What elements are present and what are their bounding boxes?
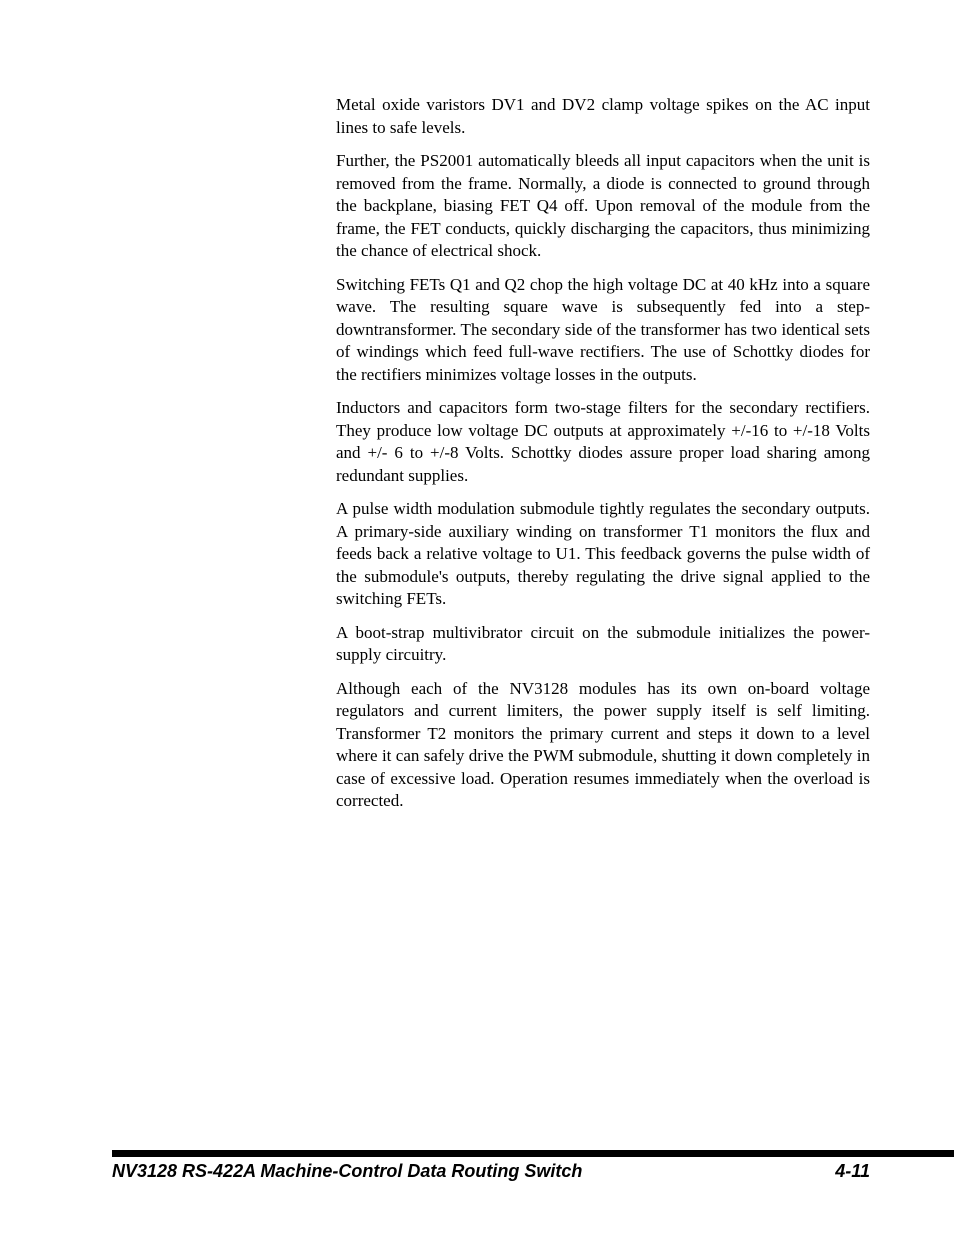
body-text (336, 94, 870, 824)
footer-rule (112, 1150, 954, 1157)
paragraph-current-limit: Although each of the NV3128 modules has its own on-board voltage regulators and current limiters, the power supply itself is self limiting. Transformer T2 monitors the primary current and steps it down to a level where it can safely drive the PWM submodule, shutting it down completely in case of excessive load. Operation resumes immediately when the overload is corrected. (336, 678, 870, 810)
paragraph-filters: Inductors and capacitors form two-stage filters for the secondary rectifiers. They produce low voltage DC outputs at approximately +/-16 to +/-18 Volts and +/- 6 to +/-8 Volts. Schottky diodes assure proper load sharing among redundant supplies. (336, 398, 870, 485)
paragraph-boot-strap: A boot-strap multivibrator circuit on the submodule initializes the power-supply circuitry. (336, 622, 870, 664)
page-number: 4-11 (835, 1161, 870, 1181)
paragraph-varistors: Metal oxide varistors DV1 and DV2 clamp voltage spikes on the AC input lines to safe levels. (336, 95, 870, 137)
paragraph-switching-fets: Switching FETs Q1 and Q2 chop the high voltage DC at 40 kHz into a square wave. The resulting square wave is subsequently fed into a step-downtransformer. The secondary side of the transformer has two identical sets of windings which feed full-wave rectifiers. The use of Schottky diodes for the rectifiers minimizes voltage losses in the outputs. (336, 274, 870, 384)
paragraph-pwm: A pulse width modulation submodule tightly regulates the secondary outputs. A primary-side auxiliary winding on transformer T1 monitors the flux and feeds back a relative voltage to U1. This feedback governs the pulse width of the submodule's outputs, thereby regulating the drive signal applied to the switching FETs. (336, 499, 870, 608)
footer-title: NV3128 RS-422A Machine-Control Data Routing Switch (112, 1161, 583, 1181)
paragraph-capacitor-bleed: Further, the PS2001 automatically bleeds all input capacitors when the unit is removed from the frame. Normally, a diode is connected to ground through the backplane, biasing FET Q4 off. Upon removal of the module from the frame, the FET conducts, quickly discharging the capacitors, thus minimizing the chance of electrical shock. (336, 151, 870, 260)
